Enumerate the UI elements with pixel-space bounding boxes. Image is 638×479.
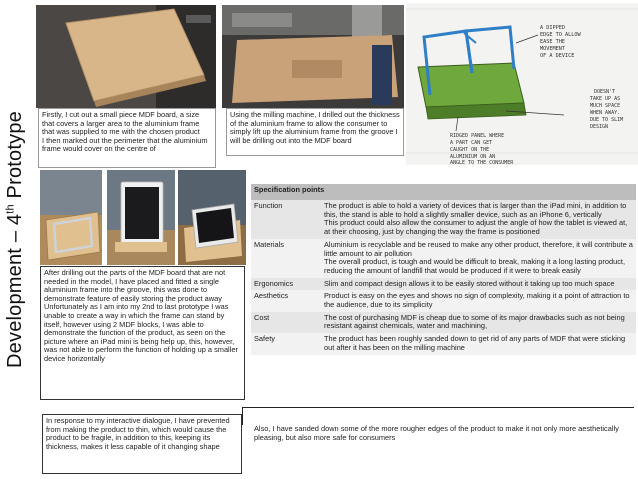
svg-text:DESIGN: DESIGN [590, 124, 609, 130]
svg-text:WHEN AWAY.: WHEN AWAY. [590, 110, 621, 116]
svg-text:A DIPPED: A DIPPED [540, 25, 565, 31]
photo-milling-machine [222, 5, 404, 108]
svg-text:RIDGED PANEL WHERE: RIDGED PANEL WHERE [450, 133, 505, 139]
specification-table [251, 184, 636, 355]
spec-row-aesthetics [251, 290, 636, 311]
spec-header: Specification points [251, 184, 636, 200]
title-prefix: Development – 4 [3, 213, 26, 368]
connector-line [242, 407, 634, 408]
spec-label: Safety [251, 333, 321, 354]
spec-text: Slim and compact design allows it to be easily stored without it taking up too much space [321, 278, 636, 291]
svg-text:OF A DEVICE: OF A DEVICE [540, 53, 575, 59]
page-title [0, 0, 30, 479]
photo-prototype-frame [40, 170, 102, 265]
photo-prototype-ipad-vertical [107, 170, 175, 265]
caption-feedback: In response to my interactive dialogue, I have prevented from making the product to thin, which would cause the product to be fragile, in addition to this, keeping its thickness, makes it less capable of it changing shape [42, 414, 242, 474]
spec-label: Function [251, 200, 321, 239]
spec-text: The product is able to hold a variety of devices that is larger than the iPad mini, in addition to this, the stand is able to hold a slightly smaller device, such as an iPhone 6, vertically This product could also allow the consumer to adjust the angle of how the tablet is viewed at, at their choosing, just by changing the way the frame is positioned [321, 200, 636, 239]
caption-cutting: Firstly, I cut out a small piece MDF board, a size that covers a larger area to the aluminium frame that was supplied to me with the chosen product I then marked out the perimeter that the aluminium frame would cover on the centre of [38, 108, 216, 168]
svg-text:DOESN'T: DOESN'T [594, 89, 616, 95]
spec-text: Product is easy on the eyes and shows no sign of complexity, making it a point of attraction to the audience, due to its simplicity [321, 290, 636, 311]
svg-text:CAUGHT ON THE: CAUGHT ON THE [450, 147, 490, 153]
spec-row-cost [251, 312, 636, 333]
photo-prototype-ipad-angle [178, 170, 246, 265]
svg-text:MUCH SPACE: MUCH SPACE [590, 103, 621, 109]
caption-assembly: After drilling out the parts of the MDF board that are not needed in the model, I have placed and fitted a single aluminium frame into the groove, this was done to demonstrate feature of easily storing the product away Unfortunately as I am into my 2nd to last prototype I was unable to create a way in which the frame can stand by itself, however using 2 MDF blocks, I was able to demonstrate the function of the product, as seen on the picture where an iPad mini is being help up, this, however, was not able to perform the function of holding up a smaller device horizontally [40, 266, 245, 400]
svg-text:ALUMINIUM ON AN: ALUMINIUM ON AN [450, 154, 496, 160]
title-suffix: Prototype [3, 111, 26, 205]
spec-header-row [251, 184, 636, 200]
spec-text: The product has been roughly sanded down to get rid of any parts of MDF that were sticking out after it has been on the milling machine [321, 333, 636, 354]
title-superscript: th [3, 204, 16, 214]
svg-text:MOVEMENT: MOVEMENT [540, 46, 565, 52]
svg-text:TAKE UP AS: TAKE UP AS [590, 96, 621, 102]
spec-label: Materials [251, 239, 321, 278]
spec-row-materials [251, 239, 636, 278]
connector-line [242, 407, 243, 425]
design-sketch [406, 3, 638, 165]
svg-text:EASE THE: EASE THE [540, 39, 565, 45]
spec-label: Cost [251, 312, 321, 333]
spec-row-ergonomics [251, 278, 636, 291]
caption-milling: Using the milling machine, I drilled out the thickness of the aluminium frame to allow the consumer to simply lift up the aluminium frame from the groove I will be drilling out into the MDF board [226, 108, 404, 156]
svg-text:DUE TO SLIM: DUE TO SLIM [590, 117, 624, 123]
svg-text:ANGLE TO THE CONSUMER: ANGLE TO THE CONSUMER [450, 160, 514, 165]
caption-safety-note: Also, I have sanded down some of the more rougher edges of the product to make it not only more aesthetically pleasing, but also more safe for consumers [254, 424, 619, 442]
photo-mdf-board [36, 5, 216, 108]
spec-row-safety [251, 333, 636, 354]
svg-text:A PART CAN GET: A PART CAN GET [450, 140, 493, 146]
spec-label: Aesthetics [251, 290, 321, 311]
spec-label: Ergonomics [251, 278, 321, 291]
spec-row-function [251, 200, 636, 239]
spec-text: Aluminium is recyclable and be reused to make any other product, therefore, it will contribute a little amount to air pollution The overall product, is tough and would be difficult to break, making it a long lasting product, reducing the amount of landfill that would be produced if it were to break easily [321, 239, 636, 278]
spec-text: The cost of purchasing MDF is cheap due to some of its major drawbacks such as not being resistant against chemicals, water and machining, [321, 312, 636, 333]
svg-text:EDGE TO ALLOW: EDGE TO ALLOW [540, 32, 581, 38]
